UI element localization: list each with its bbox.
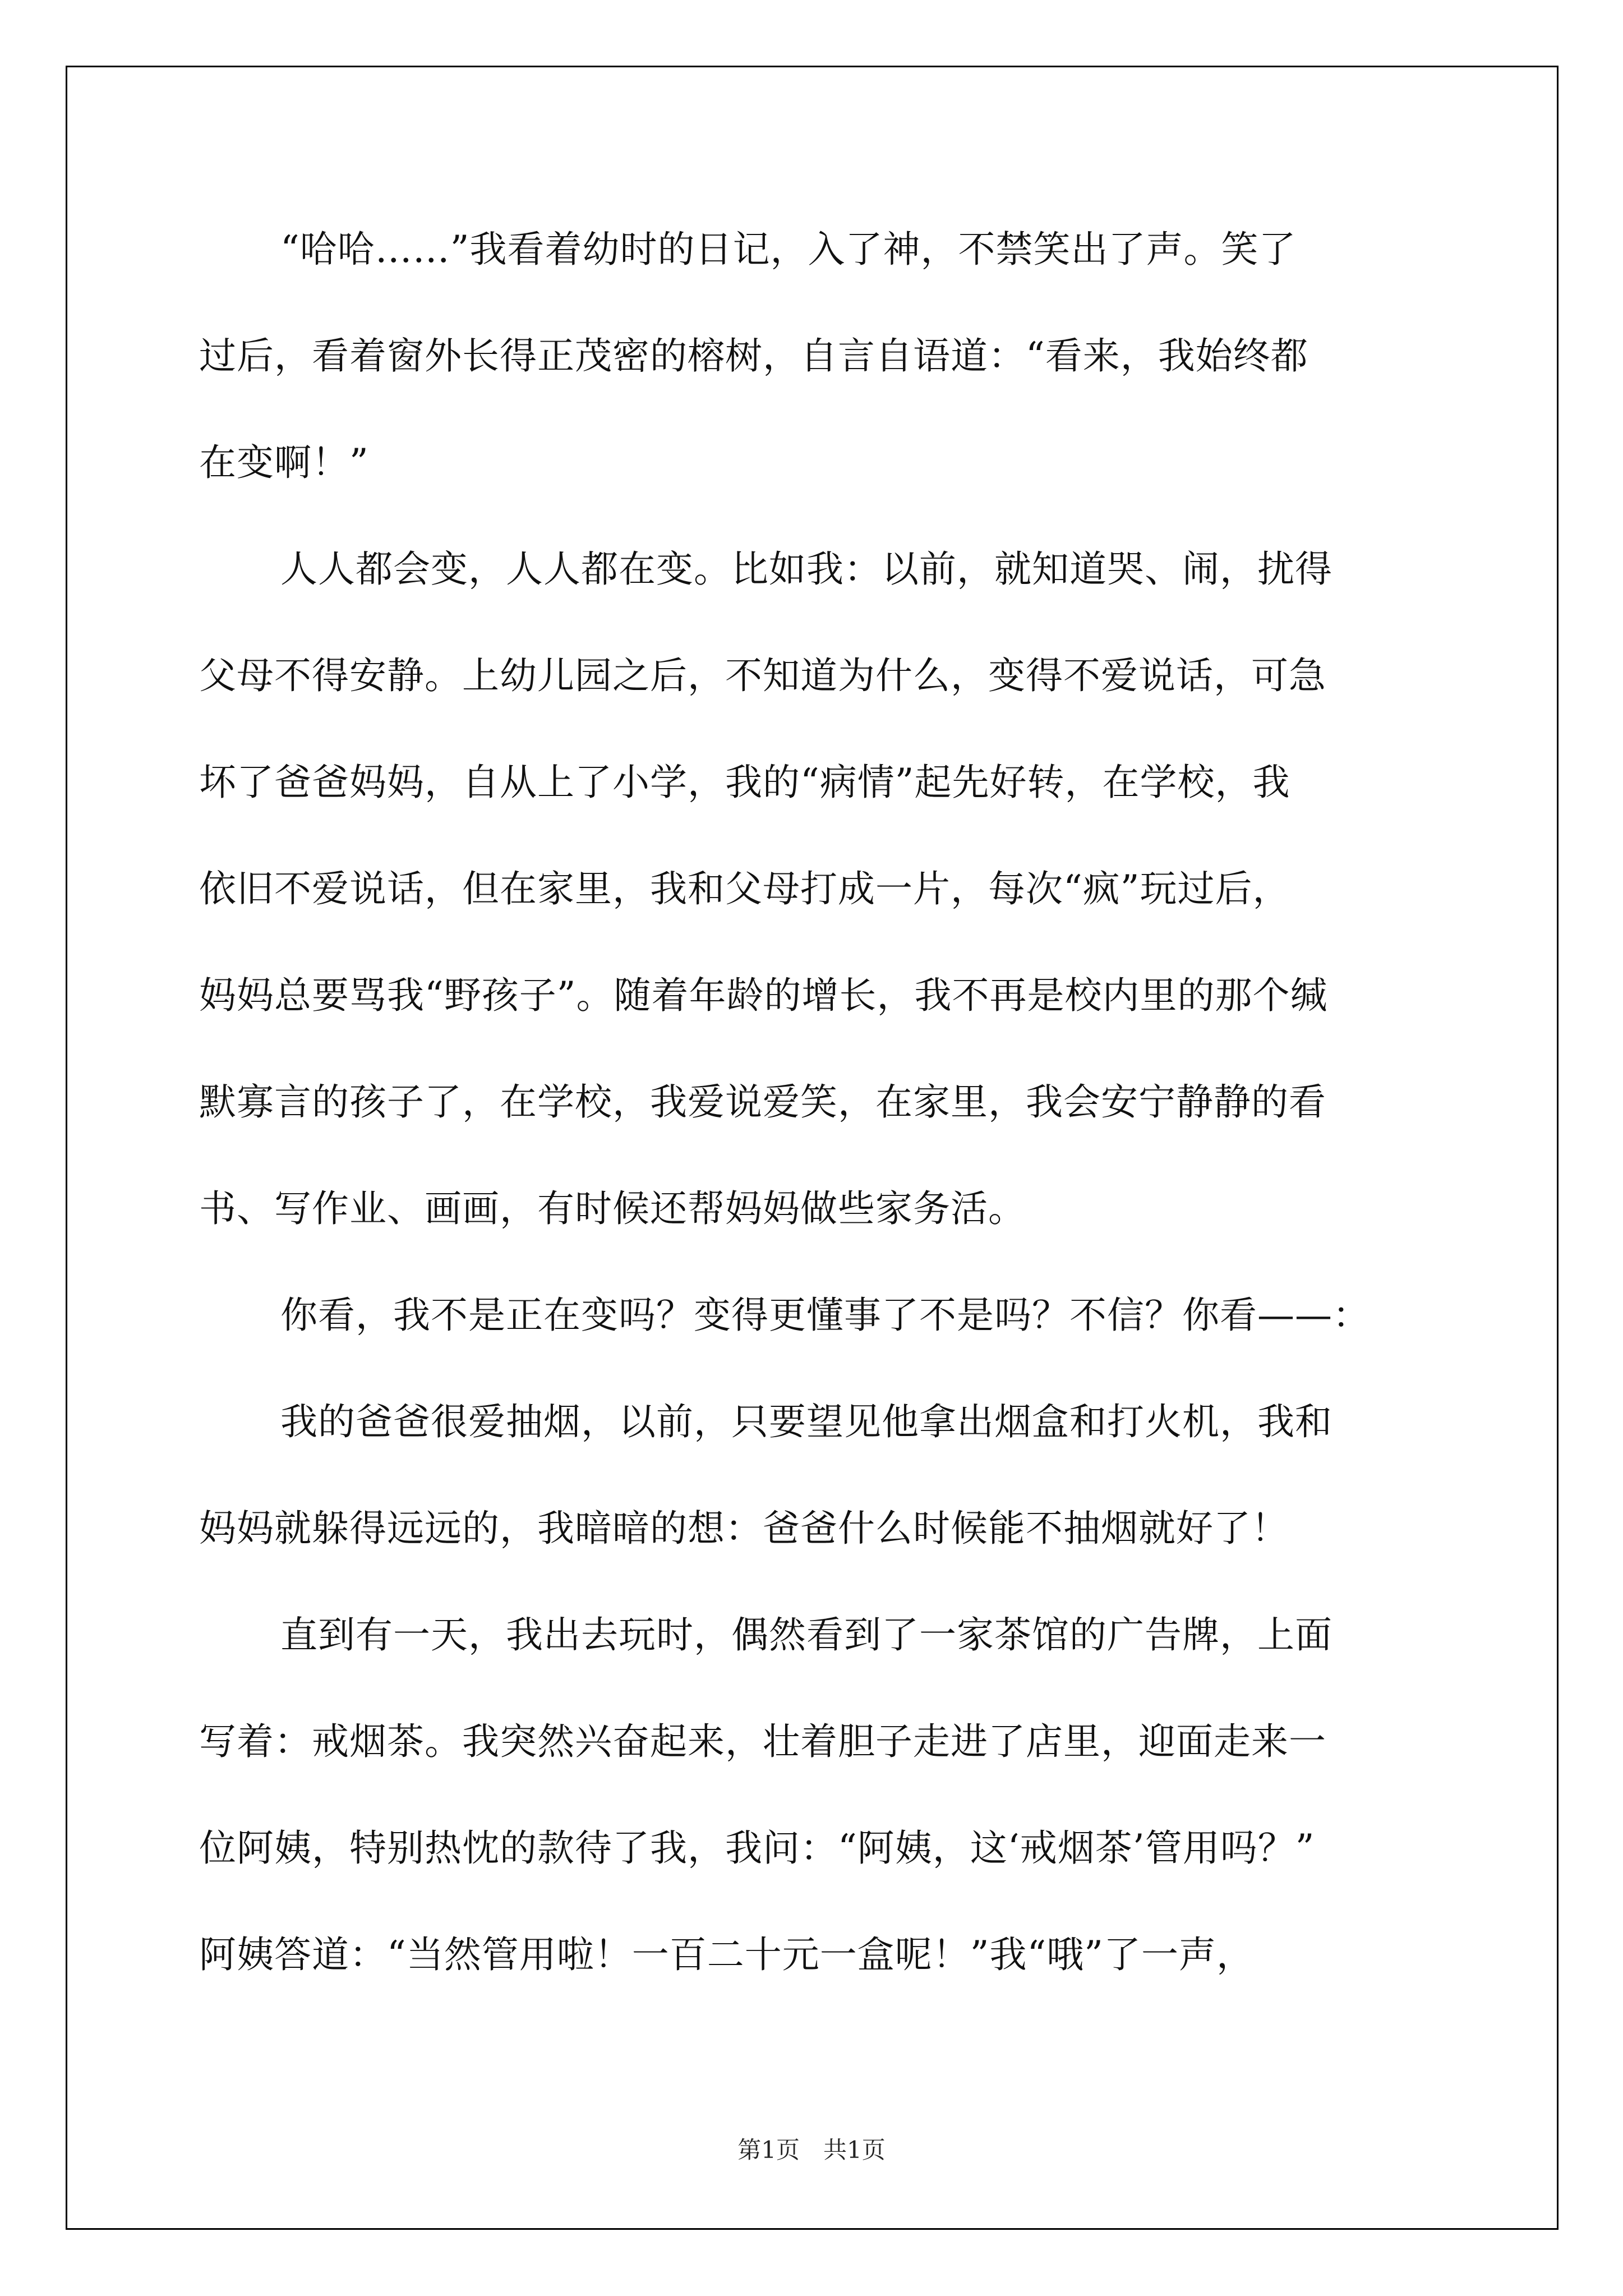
page-number-footer: 第1页 共1页 bbox=[737, 2136, 886, 2164]
paragraph-5-line-4: 阿姨答道：“当然管用啦！一百二十元一盒呢！”我“哦”了一声， bbox=[199, 1933, 1254, 1976]
paragraph-1-line-2: 过后，看着窗外长得正茂密的榕树，自言自语道：“看来，我始终都 bbox=[199, 334, 1308, 378]
page-border bbox=[66, 66, 1559, 2230]
paragraph-2-line-2: 父母不得安静。上幼儿园之后，不知道为什么，变得不爱说话，可急 bbox=[199, 654, 1326, 697]
paragraph-5-line-1: 直到有一天，我出去玩时，偶然看到了一家茶馆的广告牌，上面 bbox=[280, 1613, 1332, 1657]
paragraph-2-line-6: 默寡言的孩子了，在学校，我爱说爱笑，在家里，我会安宁静静的看 bbox=[199, 1080, 1326, 1124]
paragraph-2-line-7: 书、写作业、画画，有时候还帮妈妈做些家务活。 bbox=[199, 1187, 1026, 1230]
paragraph-3-line-1: 你看，我不是正在变吗？变得更懂事了不是吗？不信？你看——： bbox=[280, 1294, 1370, 1337]
paragraph-2-line-5: 妈妈总要骂我“野孩子”。随着年龄的增长，我不再是校内里的那个缄 bbox=[199, 974, 1328, 1017]
paragraph-4-line-2: 妈妈就躲得远远的，我暗暗的想：爸爸什么时候能不抽烟就好了！ bbox=[199, 1507, 1289, 1550]
paragraph-4-line-1: 我的爸爸很爱抽烟，以前，只要望见他拿出烟盒和打火机，我和 bbox=[280, 1400, 1332, 1443]
paragraph-5-line-2: 写着：戒烟茶。我突然兴奋起来，壮着胆子走进了店里，迎面走来一 bbox=[199, 1720, 1326, 1763]
paragraph-5-line-3: 位阿姨，特别热忱的款待了我，我问：“阿姨，这‘戒烟茶’管用吗？” bbox=[199, 1826, 1315, 1870]
paragraph-2-line-1: 人人都会变，人人都在变。比如我：以前，就知道哭、闹，扰得 bbox=[280, 547, 1332, 591]
paragraph-1-line-3: 在变啊！” bbox=[199, 441, 369, 484]
paragraph-2-line-3: 坏了爸爸妈妈，自从上了小学，我的“病情”起先好转，在学校，我 bbox=[199, 761, 1290, 804]
paragraph-1-line-1: “哈哈……”我看着幼时的日记，入了神，不禁笑出了声。笑了 bbox=[280, 228, 1297, 271]
paragraph-2-line-4: 依旧不爱说话，但在家里，我和父母打成一片，每次“疯”玩过后， bbox=[199, 867, 1290, 910]
